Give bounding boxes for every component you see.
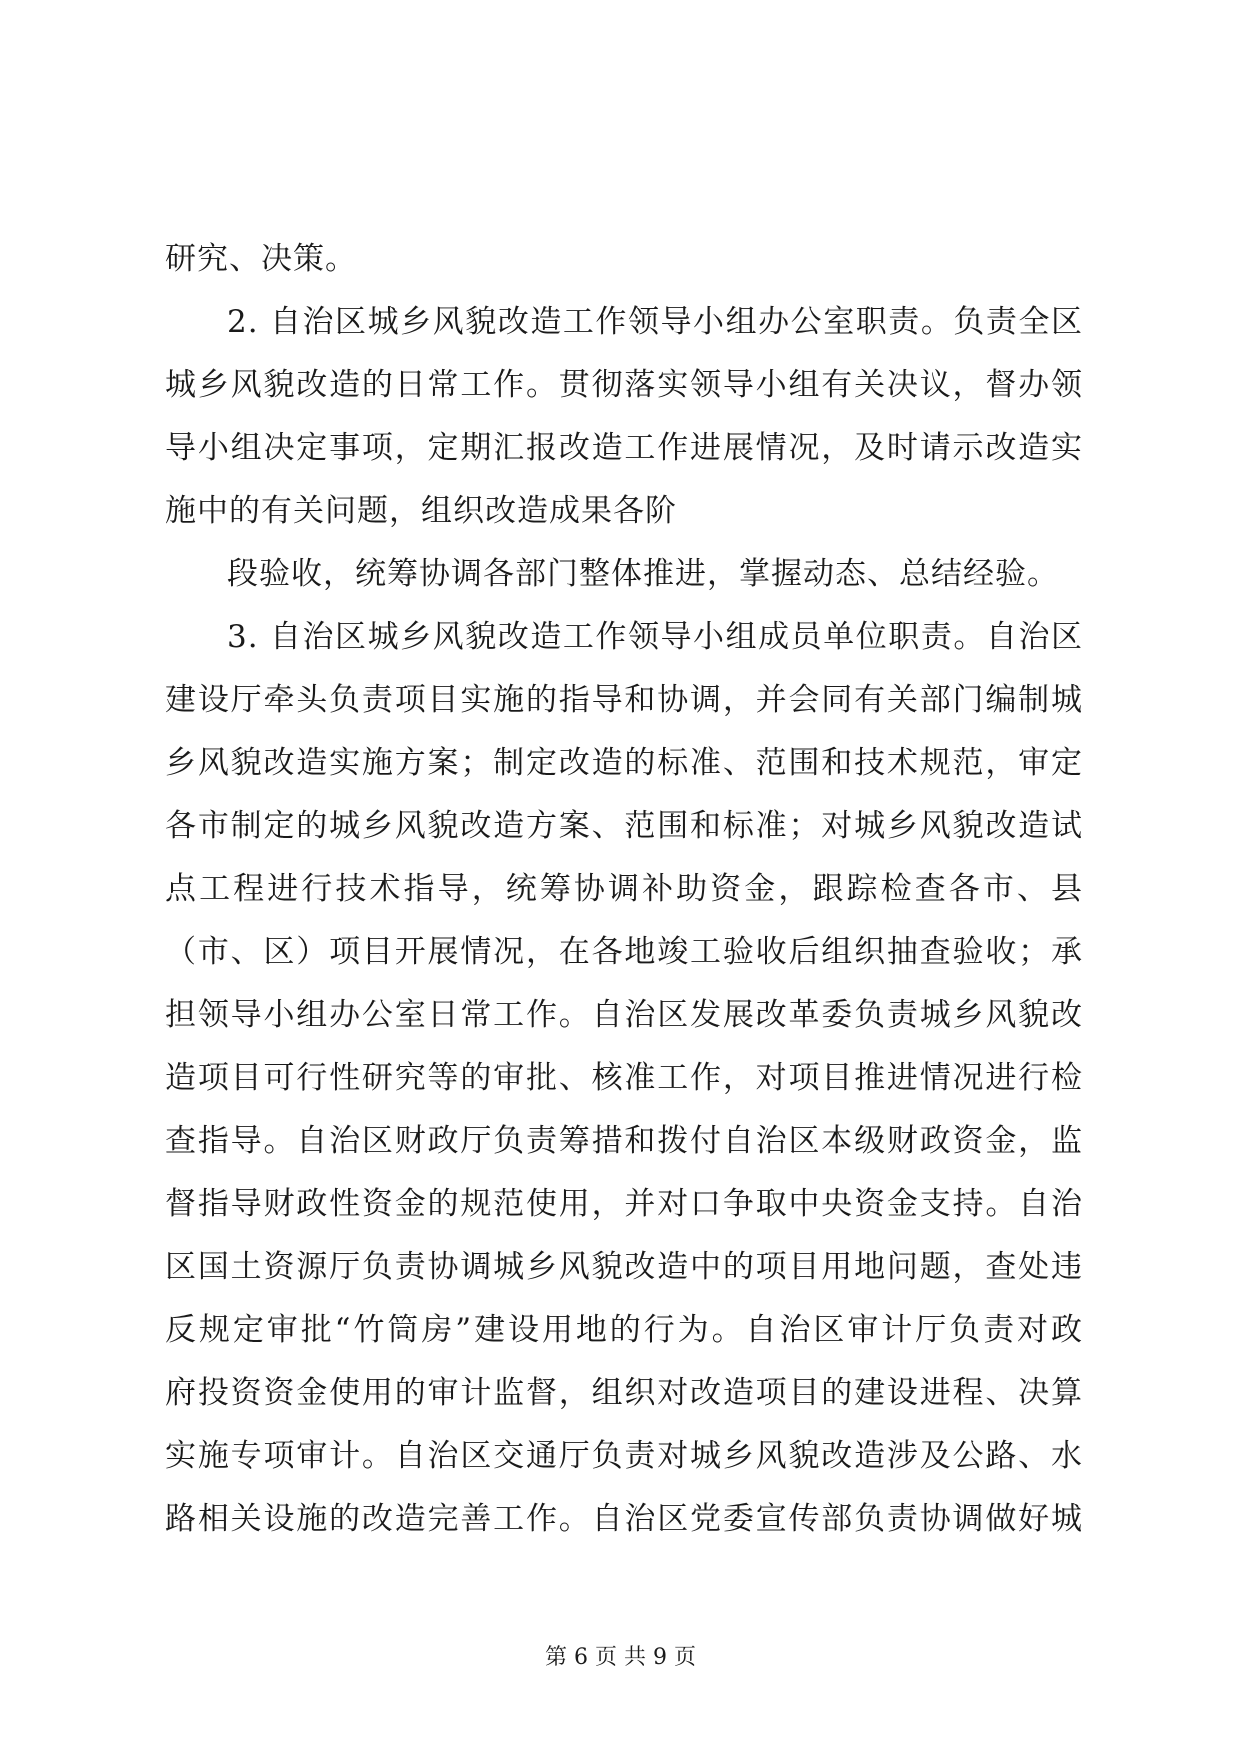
text-line: 区国土资源厅负责协调城乡风貌改造中的项目用地问题，查处违 bbox=[165, 1249, 1083, 1285]
text-line: （市、区）项目开展情况，在各地竣工验收后组织抽查验收；承 bbox=[165, 934, 1083, 970]
text-line: 实施专项审计。自治区交通厅负责对城乡风貌改造涉及公路、水 bbox=[165, 1438, 1083, 1474]
text-line: 乡风貌改造实施方案；制定改造的标准、范围和技术规范，审定 bbox=[165, 745, 1083, 781]
text-line: 反规定审批“竹筒房”建设用地的行为。自治区审计厅负责对政 bbox=[165, 1312, 1083, 1348]
text-line: 路相关设施的改造完善工作。自治区党委宣传部负责协调做好城 bbox=[165, 1501, 1083, 1537]
text-line: 担领导小组办公室日常工作。自治区发展改革委负责城乡风貌改 bbox=[165, 997, 1083, 1033]
body-text bbox=[165, 228, 1083, 1551]
text-line: 导小组决定事项，定期汇报改造工作进展情况，及时请示改造实 bbox=[165, 430, 1083, 466]
text-line: 3. 自治区城乡风貌改造工作领导小组成员单位职责。自治区 bbox=[227, 619, 1083, 655]
text-line: 建设厅牵头负责项目实施的指导和协调，并会同有关部门编制城 bbox=[165, 682, 1083, 718]
text-line: 城乡风貌改造的日常工作。贯彻落实领导小组有关决议，督办领 bbox=[165, 367, 1083, 403]
text-line: 点工程进行技术指导，统筹协调补助资金，跟踪检查各市、县 bbox=[165, 871, 1083, 907]
page-number-footer: 第 6 页 共 9 页 bbox=[545, 1645, 696, 1670]
text-line: 府投资资金使用的审计监督，组织对改造项目的建设进程、决算 bbox=[165, 1375, 1083, 1411]
text-line: 查指导。自治区财政厅负责筹措和拨付自治区本级财政资金，监 bbox=[165, 1123, 1083, 1159]
text-line: 施中的有关问题，组织改造成果各阶 bbox=[165, 493, 677, 529]
text-line: 造项目可行性研究等的审批、核准工作，对项目推进情况进行检 bbox=[165, 1060, 1083, 1096]
text-line: 各市制定的城乡风貌改造方案、范围和标准；对城乡风貌改造试 bbox=[165, 808, 1083, 844]
text-line: 段验收，统筹协调各部门整体推进，掌握动态、总结经验。 bbox=[227, 556, 1059, 592]
text-line: 督指导财政性资金的规范使用，并对口争取中央资金支持。自治 bbox=[165, 1186, 1083, 1222]
text-line: 研究、决策。 bbox=[165, 241, 357, 277]
text-line: 2. 自治区城乡风貌改造工作领导小组办公室职责。负责全区 bbox=[227, 304, 1083, 340]
